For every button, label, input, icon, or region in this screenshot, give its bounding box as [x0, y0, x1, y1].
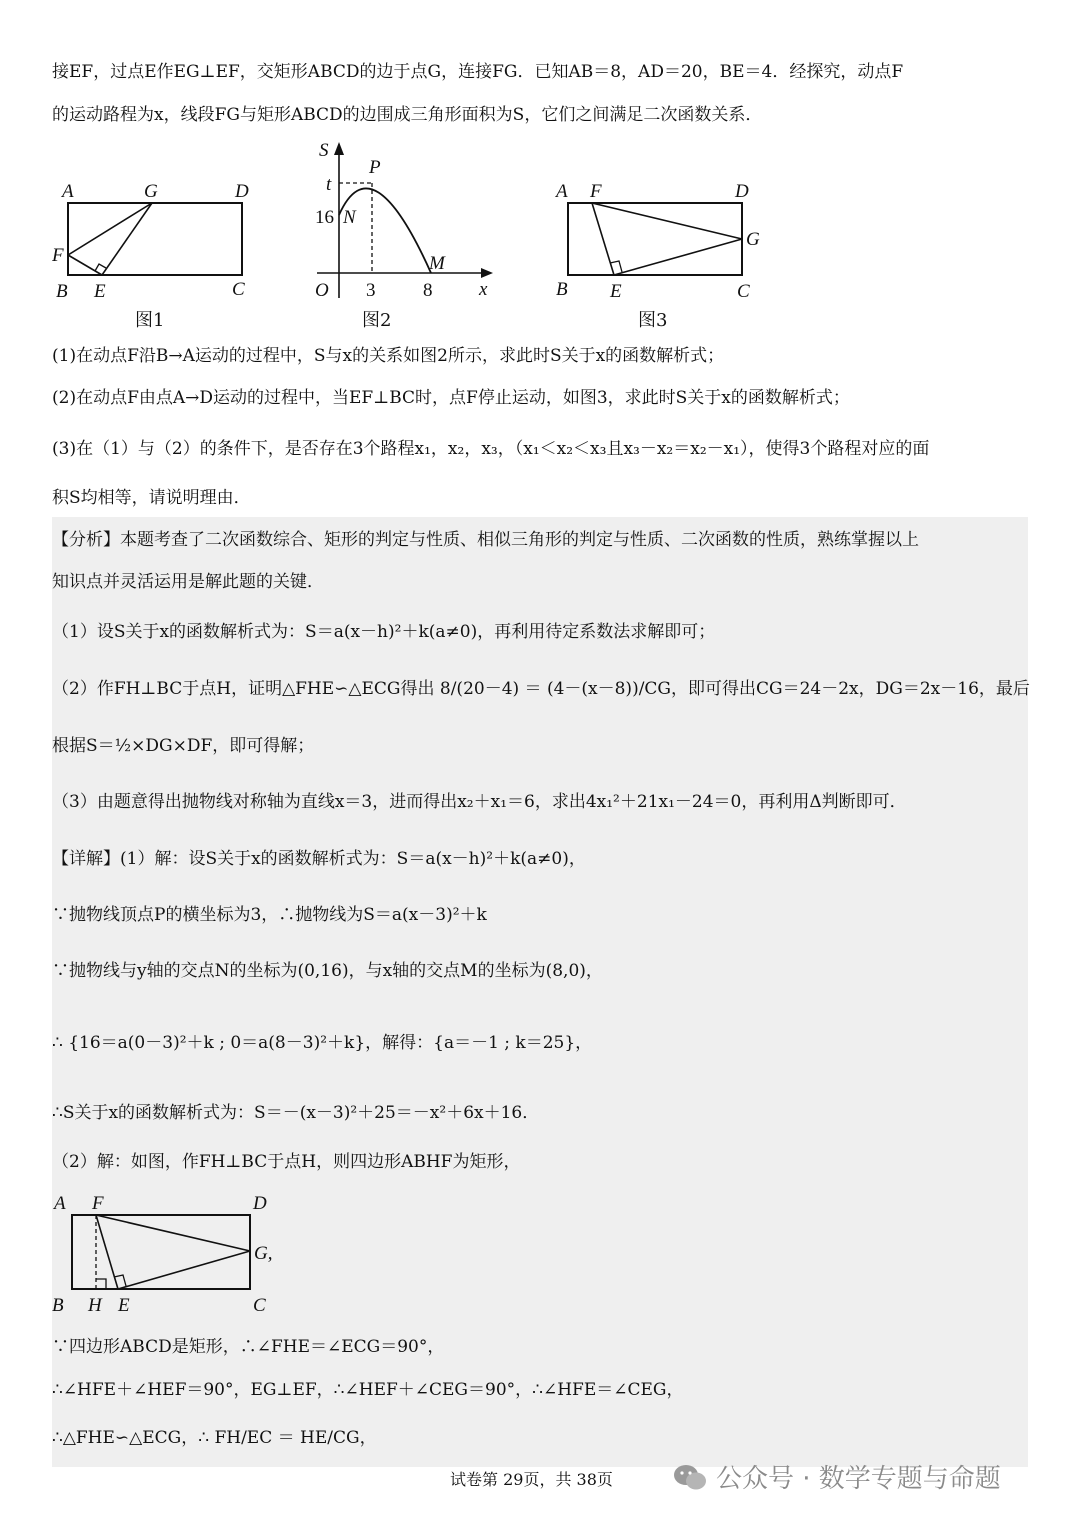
- solution-line-4: ∴ {16＝a(0－3)²＋k ; 0＝a(8－3)²＋k}，解得：{a＝－1 ; k＝25}，: [52, 1033, 593, 1053]
- fig1-label-f: F: [52, 245, 64, 266]
- figure-3: [552, 175, 772, 300]
- analysis-line-3: （1）设S关于x的函数解析式为：S＝a(x－h)²＋k(a≠0)，再利用待定系数法求解即可；: [52, 622, 716, 642]
- fig3-label-d: D: [735, 181, 749, 202]
- fig1-label-d: D: [235, 181, 249, 202]
- figure-4: [48, 1187, 288, 1317]
- fig4-label-f: F: [92, 1193, 104, 1214]
- fig3-label-a: A: [556, 181, 568, 202]
- question-1: (1)在动点F沿B→A运动的过程中，S与x的关系如图2所示，求此时S关于x的函数解析式；: [52, 346, 725, 366]
- intro-line-2: 的运动路程为x，线段FG与矩形ABCD的边围成三角形面积为S，它们之间满足二次函数关系．: [52, 105, 763, 125]
- fig2-caption: 图2: [362, 310, 392, 331]
- page-footer: 试卷第 29页，共 38页: [450, 1470, 613, 1489]
- fig2-x8-label: 8: [423, 280, 433, 301]
- analysis-line-5: 根据S＝½×DG×DF，即可得解；: [52, 736, 315, 756]
- solution-line-6: （2）解：如图，作FH⊥BC于点H，则四边形ABHF为矩形，: [52, 1152, 521, 1172]
- fig4-label-a: A: [54, 1193, 66, 1214]
- fig4-label-b: B: [52, 1295, 64, 1316]
- fig1-label-a: A: [62, 181, 74, 202]
- fig2-s-axis-label: S: [319, 140, 329, 161]
- solution-line-5: ∴S关于x的函数解析式为：S＝－(x－3)²＋25＝－x²＋6x＋16．: [52, 1103, 540, 1123]
- answer-panel: [52, 517, 1028, 1467]
- fig2-x-axis-label: x: [479, 279, 488, 300]
- solution-line-1: 【详解】(1）解：设S关于x的函数解析式为：S＝a(x－h)²＋k(a≠0)，: [52, 849, 586, 869]
- fig2-n-label: N: [343, 207, 356, 228]
- analysis-line-6: （3）由题意得出抛物线对称轴为直线x＝3，进而得出x₂＋x₁＝6，求出4x₁²＋21x₁－24＝0，再利用Δ判断即可．: [52, 792, 907, 812]
- analysis-line-1: 【分析】本题考查了二次函数综合、矩形的判定与性质、相似三角形的判定与性质、二次函数的性质，熟练掌握以上: [52, 530, 919, 550]
- fig2-16-label: 16: [315, 207, 334, 228]
- solution-line-8: ∴∠HFE＋∠HEF＝90°，EG⊥EF，∴∠HEF＋∠CEG＝90°，∴∠HFE＝∠CEG，: [52, 1380, 684, 1400]
- fig1-label-b: B: [56, 281, 68, 300]
- fig3-label-b: B: [556, 279, 568, 300]
- solution-line-2: ∵抛物线顶点P的横坐标为3，∴抛物线为S＝a(x－3)²＋k: [52, 905, 487, 925]
- solution-line-9: ∴△FHE∽△ECG，∴ FH/EC ＝ HE/CG，: [52, 1428, 377, 1448]
- fig3-label-f: F: [590, 181, 602, 202]
- watermark: [672, 1458, 1001, 1495]
- watermark-text: 公众号 · 数学专题与命题: [716, 1464, 1001, 1494]
- fig3-caption: 图3: [638, 310, 668, 331]
- fig2-x3-label: 3: [366, 280, 376, 301]
- fig4-label-e: E: [118, 1295, 130, 1316]
- fig3-label-g: G: [746, 229, 760, 250]
- fig1-caption: 图1: [135, 310, 165, 331]
- fig2-m-label: M: [429, 253, 445, 274]
- fig2-vertex-label: P: [369, 157, 381, 178]
- wechat-icon: [672, 1462, 708, 1492]
- fig4-label-h: H: [88, 1295, 102, 1316]
- question-3-line-2: 积S均相等，请说明理由．: [52, 488, 251, 508]
- analysis-line-2: 知识点并灵活运用是解此题的关键．: [52, 572, 324, 592]
- figure-1: [52, 175, 252, 300]
- question-3-line-1: (3)在（1）与（2）的条件下，是否存在3个路程x₁，x₂，x₃，（x₁＜x₂＜x₃且x₃－x₂＝x₂－x₁），使得3个路程对应的面: [52, 439, 930, 459]
- figure-2-graph: [305, 138, 505, 303]
- fig2-t-label: t: [326, 174, 332, 195]
- fig4-label-g: G,: [254, 1243, 273, 1264]
- fig1-label-e: E: [94, 281, 106, 300]
- fig2-origin-label: O: [315, 280, 329, 301]
- fig4-label-d: D: [253, 1193, 267, 1214]
- fig4-label-c: C: [253, 1295, 266, 1316]
- fig1-label-g: G: [144, 181, 158, 202]
- question-2: (2)在动点F由点A→D运动的过程中，当EF⊥BC时，点F停止运动，如图3，求此时S关于x的函数解析式；: [52, 388, 850, 408]
- fig3-label-e: E: [610, 281, 622, 300]
- analysis-line-4: （2）作FH⊥BC于点H，证明△FHE∽△ECG得出 8/(20－4) ＝ (4－(x－8))/CG，即可得出CG＝24－2x，DG＝2x－16，最后: [52, 679, 1030, 699]
- fig1-label-c: C: [232, 279, 245, 300]
- solution-line-7: ∵四边形ABCD是矩形，∴∠FHE＝∠ECG＝90°，: [52, 1337, 445, 1357]
- intro-line-1: 接EF，过点E作EG⊥EF，交矩形ABCD的边于点G，连接FG．已知AB＝8，AD＝20，BE＝4．经探究，动点F: [52, 62, 904, 82]
- solution-line-3: ∵抛物线与y轴的交点N的坐标为(0,16)，与x轴的交点M的坐标为(8,0)，: [52, 961, 603, 981]
- fig3-label-c: C: [737, 281, 750, 300]
